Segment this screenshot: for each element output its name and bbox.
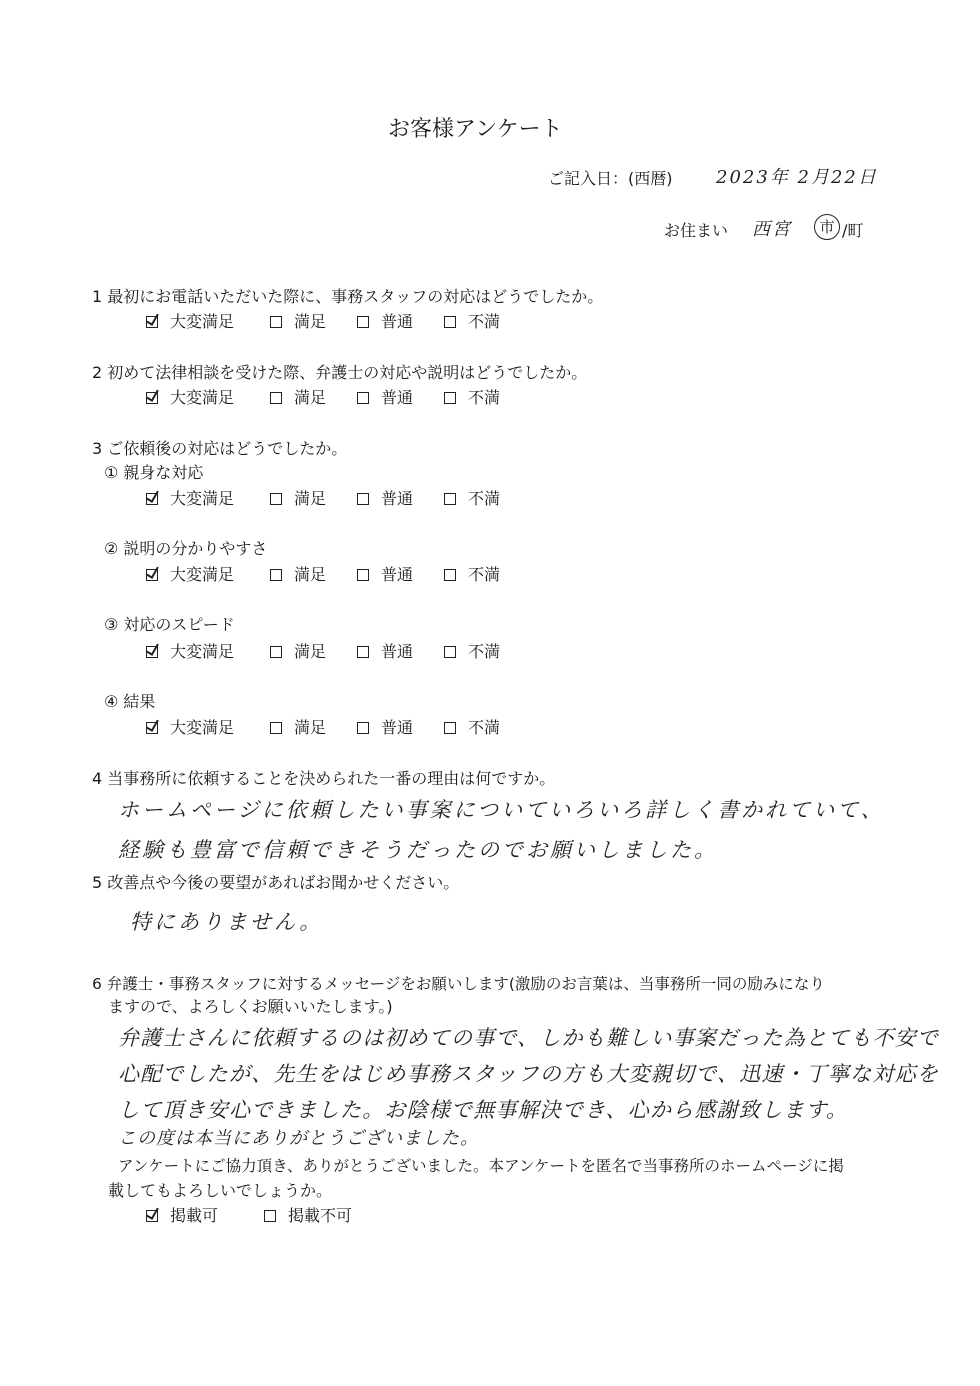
- checkbox[interactable]: [270, 722, 282, 734]
- checkbox[interactable]: [357, 569, 369, 581]
- checkbox[interactable]: [270, 646, 282, 658]
- q2-option-satisfied[interactable]: 満足: [270, 385, 326, 408]
- address-label: お住まい: [664, 221, 729, 240]
- q3-4-option-satisfied[interactable]: 満足: [270, 715, 326, 738]
- q3-2-option-very-satisfied[interactable]: 大変満足: [146, 562, 234, 585]
- q3-3-option-normal[interactable]: 普通: [357, 639, 413, 662]
- q3-3-option-very-satisfied[interactable]: 大変満足: [146, 639, 234, 662]
- q3-3-option-dissatisfied[interactable]: 不満: [444, 639, 500, 662]
- q3-4-option-very-satisfied[interactable]: 大変満足: [146, 715, 234, 738]
- checkbox[interactable]: [357, 392, 369, 404]
- consent-text-line-1: アンケートにご協力頂き、ありがとうございました。本アンケートを匿名で当事務所のホームページに掲: [118, 1157, 844, 1175]
- checkbox[interactable]: [444, 646, 456, 658]
- checkbox[interactable]: [357, 646, 369, 658]
- date-label: ご記入日：(西暦): [548, 169, 673, 188]
- checkbox-checked[interactable]: [146, 316, 158, 328]
- q3-sub-2-label: ② 説明の分かりやすさ: [104, 539, 268, 558]
- q6-answer-line-2: 心配でしたが、先生をはじめ事務スタッフの方も大変親切で、迅速・丁寧な対応を: [118, 1062, 939, 1086]
- checkbox-checked[interactable]: [146, 722, 158, 734]
- checkbox-checked[interactable]: [146, 569, 158, 581]
- checkbox[interactable]: [444, 392, 456, 404]
- q3-sub-1-label: ① 親身な対応: [104, 463, 204, 482]
- question-4: 4 当事務所に依頼することを決められた一番の理由は何ですか。: [92, 769, 556, 788]
- q1-option-dissatisfied[interactable]: 不満: [444, 309, 500, 332]
- date-value: 2023年 2月22日: [716, 167, 878, 188]
- q3-2-option-satisfied[interactable]: 満足: [270, 562, 326, 585]
- q3-1-option-normal[interactable]: 普通: [357, 486, 413, 509]
- question-2: 2 初めて法律相談を受けた際、弁護士の対応や説明はどうでしたか。: [92, 363, 588, 382]
- q6-answer-line-1: 弁護士さんに依頼するのは初めての事で、しかも難しい事案だった為とても不安で: [118, 1026, 939, 1050]
- q1-option-normal[interactable]: 普通: [357, 309, 413, 332]
- checkbox[interactable]: [444, 722, 456, 734]
- question-5: 5 改善点や今後の要望があればお聞かせください。: [92, 873, 460, 892]
- consent-option-no[interactable]: 掲載不可: [264, 1203, 352, 1226]
- checkbox[interactable]: [270, 392, 282, 404]
- checkbox-checked[interactable]: [146, 392, 158, 404]
- checkbox[interactable]: [357, 493, 369, 505]
- q3-1-option-dissatisfied[interactable]: 不満: [444, 486, 500, 509]
- q1-option-satisfied[interactable]: 満足: [270, 309, 326, 332]
- q3-4-option-normal[interactable]: 普通: [357, 715, 413, 738]
- q3-sub-4-label: ④ 結果: [104, 692, 156, 711]
- question-1: 1 最初にお電話いただいた際に、事務スタッフの対応はどうでしたか。: [92, 287, 604, 306]
- q6-answer-line-3: して頂き安心できました。お陰様で無事解決でき、心から感謝致します。: [118, 1098, 849, 1122]
- address-city: 西宮: [752, 219, 792, 240]
- q3-sub-3-label: ③ 対応のスピード: [104, 615, 235, 634]
- checkbox-checked[interactable]: [146, 493, 158, 505]
- q3-1-option-very-satisfied[interactable]: 大変満足: [146, 486, 234, 509]
- q4-answer-line-2: 経験も豊富で信頼できそうだったのでお願いしました。: [118, 838, 718, 862]
- checkbox[interactable]: [357, 316, 369, 328]
- checkbox-checked[interactable]: [146, 646, 158, 658]
- page-title: お客様アンケート: [388, 117, 563, 142]
- checkbox[interactable]: [264, 1210, 276, 1222]
- q2-option-very-satisfied[interactable]: 大変満足: [146, 385, 234, 408]
- consent-option-yes[interactable]: 掲載可: [146, 1203, 218, 1226]
- question-6-line-1: 6 弁護士・事務スタッフに対するメッセージをお願いします(激励のお言葉は、当事務所一同の励みになり: [92, 975, 825, 993]
- q5-answer: 特にありません。: [130, 910, 324, 934]
- q2-option-dissatisfied[interactable]: 不満: [444, 385, 500, 408]
- checkbox[interactable]: [270, 493, 282, 505]
- checkbox[interactable]: [444, 316, 456, 328]
- consent-text-line-2: 載してもよろしいでしょうか。: [108, 1181, 333, 1200]
- question-6-line-2: ますので、よろしくお願いいたします。): [108, 997, 393, 1016]
- q1-option-very-satisfied[interactable]: 大変満足: [146, 309, 234, 332]
- checkbox[interactable]: [270, 316, 282, 328]
- checkbox[interactable]: [270, 569, 282, 581]
- q3-4-option-dissatisfied[interactable]: 不満: [444, 715, 500, 738]
- checkbox-checked[interactable]: [146, 1210, 158, 1222]
- q3-3-option-satisfied[interactable]: 満足: [270, 639, 326, 662]
- q4-answer-line-1: ホームページに依頼したい事案についていろいろ詳しく書かれていて、: [118, 798, 885, 822]
- question-3: 3 ご依頼後の対応はどうでしたか。: [92, 439, 348, 458]
- q3-2-option-dissatisfied[interactable]: 不満: [444, 562, 500, 585]
- checkbox[interactable]: [444, 569, 456, 581]
- checkbox[interactable]: [357, 722, 369, 734]
- address-suffix: /町: [842, 221, 864, 240]
- q3-1-option-satisfied[interactable]: 満足: [270, 486, 326, 509]
- q2-option-normal[interactable]: 普通: [357, 385, 413, 408]
- address-circled-city: 市: [814, 214, 840, 240]
- q6-answer-line-4: この度は本当にありがとうございました。: [118, 1128, 479, 1149]
- checkbox[interactable]: [444, 493, 456, 505]
- q3-2-option-normal[interactable]: 普通: [357, 562, 413, 585]
